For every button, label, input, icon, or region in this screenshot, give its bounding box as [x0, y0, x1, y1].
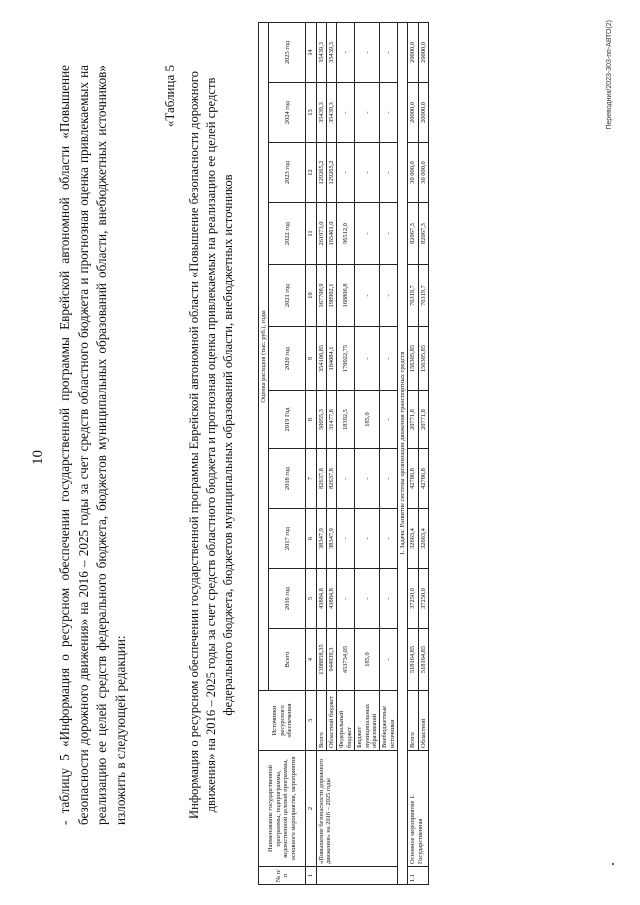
cell-value: 20000,0 — [418, 83, 428, 143]
header-year: 2017 год — [269, 509, 306, 569]
cell-value: - — [355, 143, 380, 203]
cell-value: 20000,0 — [418, 22, 428, 82]
row-num: 1.1 — [408, 867, 429, 885]
cell-value: - — [337, 143, 355, 203]
column-number: 3 — [306, 691, 316, 751]
task-heading: 1. Задача: Развитие системы организации движения транспортных средств — [397, 22, 407, 884]
cell-value: 1398858,35 — [316, 629, 326, 691]
cell-value: - — [380, 391, 398, 449]
cell-value: 35439,3 — [327, 83, 337, 143]
cell-value: - — [380, 22, 398, 82]
cell-value: 82637,8 — [316, 449, 326, 509]
column-number: 5 — [306, 569, 316, 629]
column-number: 2 — [306, 751, 316, 867]
cell-value: - — [355, 203, 380, 265]
column-number: 9 — [306, 327, 316, 391]
cell-value: 185,0 — [355, 391, 380, 449]
cell-value: 185,0 — [355, 629, 380, 691]
cell-value: - — [380, 509, 398, 569]
cell-value: 35439,3 — [316, 83, 326, 143]
header-year: 2024 год — [269, 83, 306, 143]
cell-value: - — [355, 327, 380, 391]
column-number: 10 — [306, 265, 316, 327]
cell-value: 38347,9 — [316, 509, 326, 569]
row-source: Всего — [408, 691, 418, 751]
cell-value: 129265,2 — [327, 143, 337, 203]
cell-value: - — [380, 449, 398, 509]
column-number: 8 — [306, 391, 316, 449]
cell-value: 453734,05 — [337, 629, 355, 691]
header-estimate: Оценка расходов (тыс. руб.), годы — [259, 22, 269, 690]
column-number: 11 — [306, 203, 316, 265]
cell-value: - — [380, 83, 398, 143]
header-source: Источники ресурсного обеспечения — [259, 691, 306, 751]
cell-value: 18392,5 — [337, 391, 355, 449]
cell-value: 32663,4 — [408, 509, 418, 569]
intro-paragraph: - таблицу 5 «Информация о ресурсном обеспечении государственной программы Еврейской автономной области «Повышение безопасности дорожного движения» на 2016 – 2025 годы за счет средств областного бюджета и прогнозная оценка привлекаемых на реализацию ее целей средств федерального бюджета, бюджетов муниципальных образований области, внебюджетных источников» изложить в следующей редакции: — [57, 65, 128, 825]
row-source: Внебюджетные источники — [380, 691, 398, 751]
column-number: 14 — [306, 22, 316, 82]
cell-value: 20771,8 — [408, 391, 418, 449]
table-title: Информация о ресурсном обеспечении государственной программы Еврейской автономной области «Повышение безопасности дорожного движения» на 2016 – 2025 годы за счет средств областного бюджета и прогнозная оценка привлекаемых на реализацию ее целей средств федерального бюджета, бюджетов муниципальных образований области, внебюджетных источников — [187, 71, 235, 819]
cell-value: 20000,0 — [408, 22, 418, 82]
cell-value: - — [380, 265, 398, 327]
cell-value: 30 000,0 — [408, 143, 418, 203]
header-year: 2020 год — [269, 327, 306, 391]
table-row — [408, 22, 418, 884]
cell-value: - — [337, 509, 355, 569]
header-year: 2016 год — [269, 569, 306, 629]
resource-table — [258, 22, 429, 885]
page-number: 10 — [30, 450, 46, 465]
cell-value: - — [337, 569, 355, 629]
row-source: Областной бюджет — [327, 691, 337, 751]
row-source: Областной — [418, 691, 428, 751]
cell-value: 43884,8 — [316, 569, 326, 629]
row-source: Всего — [316, 691, 326, 751]
cell-value: 20000,0 — [408, 83, 418, 143]
header-year: 2023 год — [269, 143, 306, 203]
column-number: 13 — [306, 83, 316, 143]
cell-value: 20771,8 — [418, 391, 428, 449]
cell-value: 31477,8 — [327, 391, 337, 449]
cell-value: 354106,85 — [316, 327, 326, 391]
cell-value: - — [380, 143, 398, 203]
cell-value: - — [355, 569, 380, 629]
column-number: 6 — [306, 509, 316, 569]
table-label: «Таблица 5 — [162, 65, 177, 128]
cell-value: 42786,8 — [418, 449, 428, 509]
column-number: 12 — [306, 143, 316, 203]
cell-value: - — [337, 22, 355, 82]
cell-value: 129265,2 — [316, 143, 326, 203]
cell-value: - — [380, 327, 398, 391]
cell-value: 82637,8 — [327, 449, 337, 509]
table-row — [316, 22, 326, 884]
cell-value: 50055,3 — [316, 391, 326, 449]
cell-value: 38347,9 — [327, 509, 337, 569]
row-source: Федеральный бюджет — [337, 691, 355, 751]
cell-value: - — [380, 569, 398, 629]
cell-value: 944939,3 — [327, 629, 337, 691]
cell-value: 37250,0 — [408, 569, 418, 629]
cell-value: - — [380, 629, 398, 691]
cell-value: 156305,85 — [408, 327, 418, 391]
row-name: Основное мероприятие 1. Государственная — [408, 751, 429, 867]
header-year: 2019 Год — [269, 391, 306, 449]
header-year: 2025 год — [269, 22, 306, 82]
cell-value: 82067,3 — [418, 203, 428, 265]
column-number: 1 — [306, 867, 316, 885]
header-year: 2021 год — [269, 265, 306, 327]
cell-value: - — [337, 83, 355, 143]
cell-value: 96512,0 — [337, 203, 355, 265]
cell-value: 32663,4 — [418, 509, 428, 569]
row-source: Бюджет муниципальных образований — [355, 691, 380, 751]
cell-value: 35439,3 — [316, 22, 326, 82]
cell-value: - — [355, 265, 380, 327]
header-num: № п/п — [259, 867, 306, 885]
cell-value: 156305,85 — [418, 327, 428, 391]
cell-value: 165461,0 — [327, 203, 337, 265]
cell-value: - — [355, 509, 380, 569]
column-number: 7 — [306, 449, 316, 509]
cell-value: 30 000,0 — [418, 143, 428, 203]
row-num — [316, 867, 397, 885]
cell-value: 261973,0 — [316, 203, 326, 265]
cell-value: 43884,8 — [327, 569, 337, 629]
column-number: 4 — [306, 629, 316, 691]
row-name: «Повышение безопасности дорожного движения» на 2016 – 2025 годы — [316, 751, 397, 867]
cell-value: 518164,85 — [418, 629, 428, 691]
cell-value: 76319,7 — [408, 265, 418, 327]
cell-value: - — [355, 449, 380, 509]
cell-value: 518164,85 — [408, 629, 418, 691]
cell-value: - — [355, 83, 380, 143]
cell-value: 37250,0 — [418, 569, 428, 629]
cell-value: 82067,3 — [408, 203, 418, 265]
header-year: 2022 год — [269, 203, 306, 265]
footer-code: Переводник/2023-303-пп-АВТО(2) — [606, 20, 613, 130]
header-year: 2018 год — [269, 449, 306, 509]
cell-value: - — [355, 22, 380, 82]
stray-mark — [612, 863, 614, 865]
cell-value: 170022,75 — [337, 327, 355, 391]
cell-value: 42786,8 — [408, 449, 418, 509]
cell-value: 184084,1 — [327, 327, 337, 391]
cell-value: - — [380, 203, 398, 265]
cell-value: 35439,3 — [327, 22, 337, 82]
cell-value: 76319,7 — [418, 265, 428, 327]
cell-value: 367708,9 — [316, 265, 326, 327]
header-total: Всего — [269, 629, 306, 691]
cell-value: - — [337, 449, 355, 509]
cell-value: 168806,8 — [337, 265, 355, 327]
header-name: Наименование государственной программы, подпрограммы, ведомственной целевой программы, основного мероприятия, мероприятия — [259, 751, 306, 867]
cell-value: 198902,1 — [327, 265, 337, 327]
